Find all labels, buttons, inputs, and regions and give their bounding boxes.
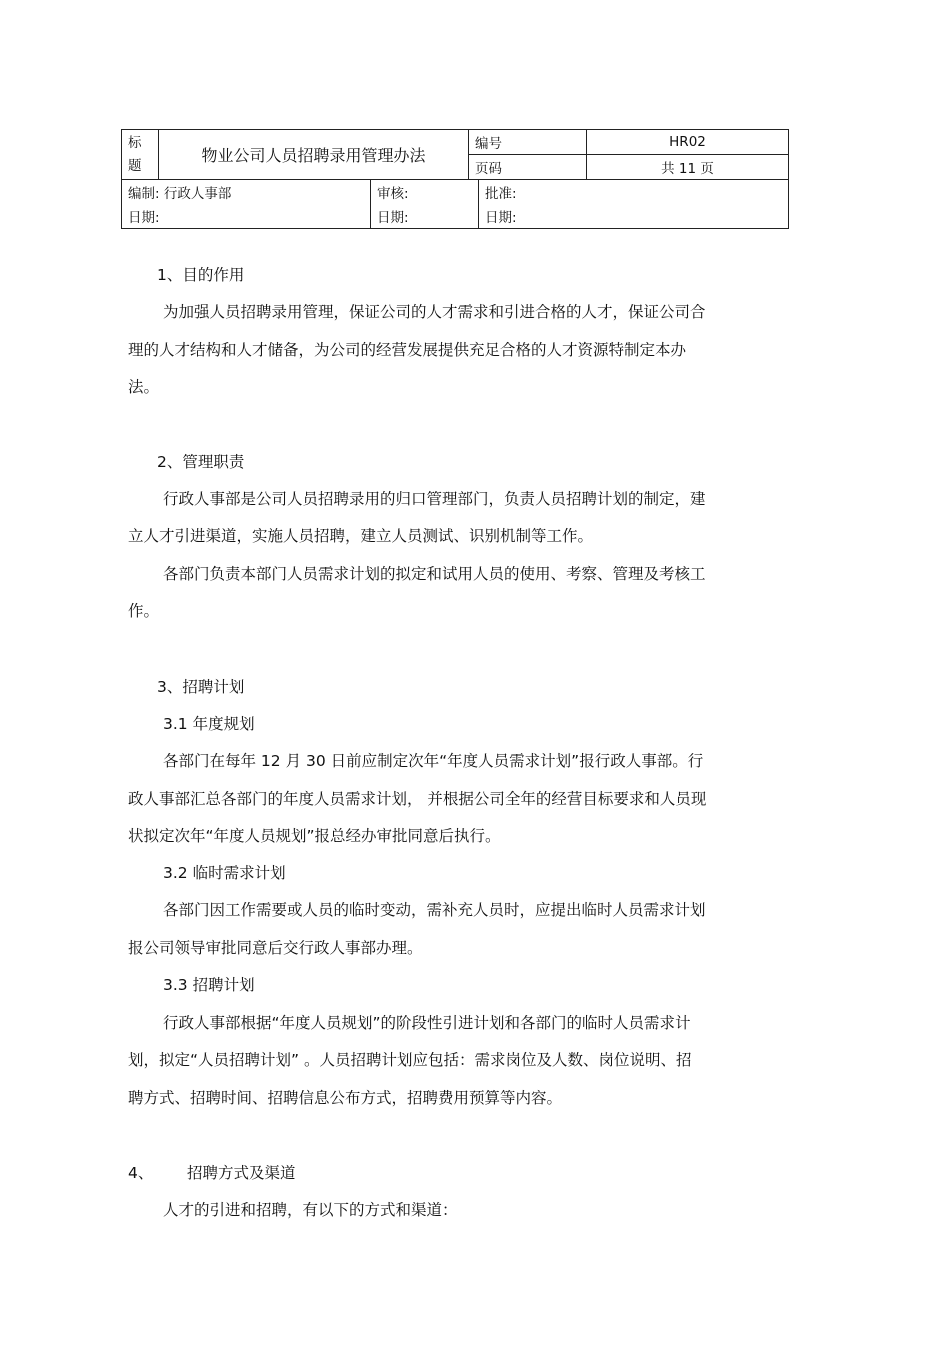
section-2-text: 各部门负责本部门人员需求计划的拟定和试用人员的使用、考察、管理及考核工 (163, 565, 706, 583)
section-3-1-text: 状拟定次年“年度人员规划”报总经办审批同意后执行。 (128, 827, 501, 845)
section-2-heading: 2、管理职责 (157, 453, 245, 471)
section-3-1-heading: 3.1 年度规划 (163, 715, 255, 733)
reviewed-by: 审核: (371, 180, 479, 205)
section-3-3-text: 聘方式、招聘时间、招聘信息公布方式，招聘费用预算等内容。 (128, 1089, 563, 1107)
section-3-3-heading: 3.3 招聘计划 (163, 976, 255, 994)
section-2-text: 作。 (128, 602, 160, 620)
section-4-heading: 招聘方式及渠道 (187, 1164, 296, 1182)
section-2-text: 行政人事部是公司人员招聘录用的归口管理部门，负责人员招聘计划的制定，建 (163, 490, 706, 508)
document-number: HR02 (587, 130, 789, 155)
section-4-number: 4、 (128, 1164, 154, 1182)
document-title: 物业公司人员招聘录用管理办法 (159, 130, 469, 180)
section-3-3-text: 行政人事部根据“年度人员规划”的阶段性引进计划和各部门的临时人员需求计 (163, 1014, 691, 1032)
pages-label: 页码 (469, 155, 587, 180)
section-1-text: 理的人才结构和人才储备，为公司的经营发展提供充足合格的人才资源特制定本办 (128, 341, 687, 359)
section-3-2-heading: 3.2 临时需求计划 (163, 864, 286, 882)
section-3-1-text: 各部门在每年 12 月 30 日前应制定次年“年度人员需求计划”报行政人事部。行 (163, 752, 704, 770)
compiled-by: 编制: 行政人事部 (122, 180, 371, 205)
page-count: 共 11 页 (587, 155, 789, 180)
number-label: 编号 (469, 130, 587, 155)
title-label: 标 题 (122, 130, 159, 180)
section-1-text: 为加强人员招聘录用管理，保证公司的人才需求和引进合格的人才，保证公司合 (163, 303, 706, 321)
date-approved: 日期: (479, 205, 789, 229)
date-reviewed: 日期: (371, 205, 479, 229)
section-3-3-text: 划，拟定“人员招聘计划” 。人员招聘计划应包括：需求岗位及人数、岗位说明、招 (128, 1051, 692, 1069)
document-header-table (121, 129, 789, 229)
section-1-heading: 1、目的作用 (157, 266, 245, 284)
section-3-heading: 3、招聘计划 (157, 678, 245, 696)
section-4-text: 人才的引进和招聘，有以下的方式和渠道： (163, 1201, 458, 1219)
section-1-text: 法。 (128, 378, 160, 396)
section-3-2-text: 各部门因工作需要或人员的临时变动，需补充人员时，应提出临时人员需求计划 (163, 901, 706, 919)
date-compiled: 日期: (122, 205, 371, 229)
section-2-text: 立人才引进渠道，实施人员招聘，建立人员测试、识别机制等工作。 (128, 527, 594, 545)
approved-by: 批准: (479, 180, 789, 205)
section-3-1-text: 政人事部汇总各部门的年度人员需求计划， 并根据公司全年的经营目标要求和人员现 (128, 790, 707, 808)
section-3-2-text: 报公司领导审批同意后交行政人事部办理。 (128, 939, 423, 957)
